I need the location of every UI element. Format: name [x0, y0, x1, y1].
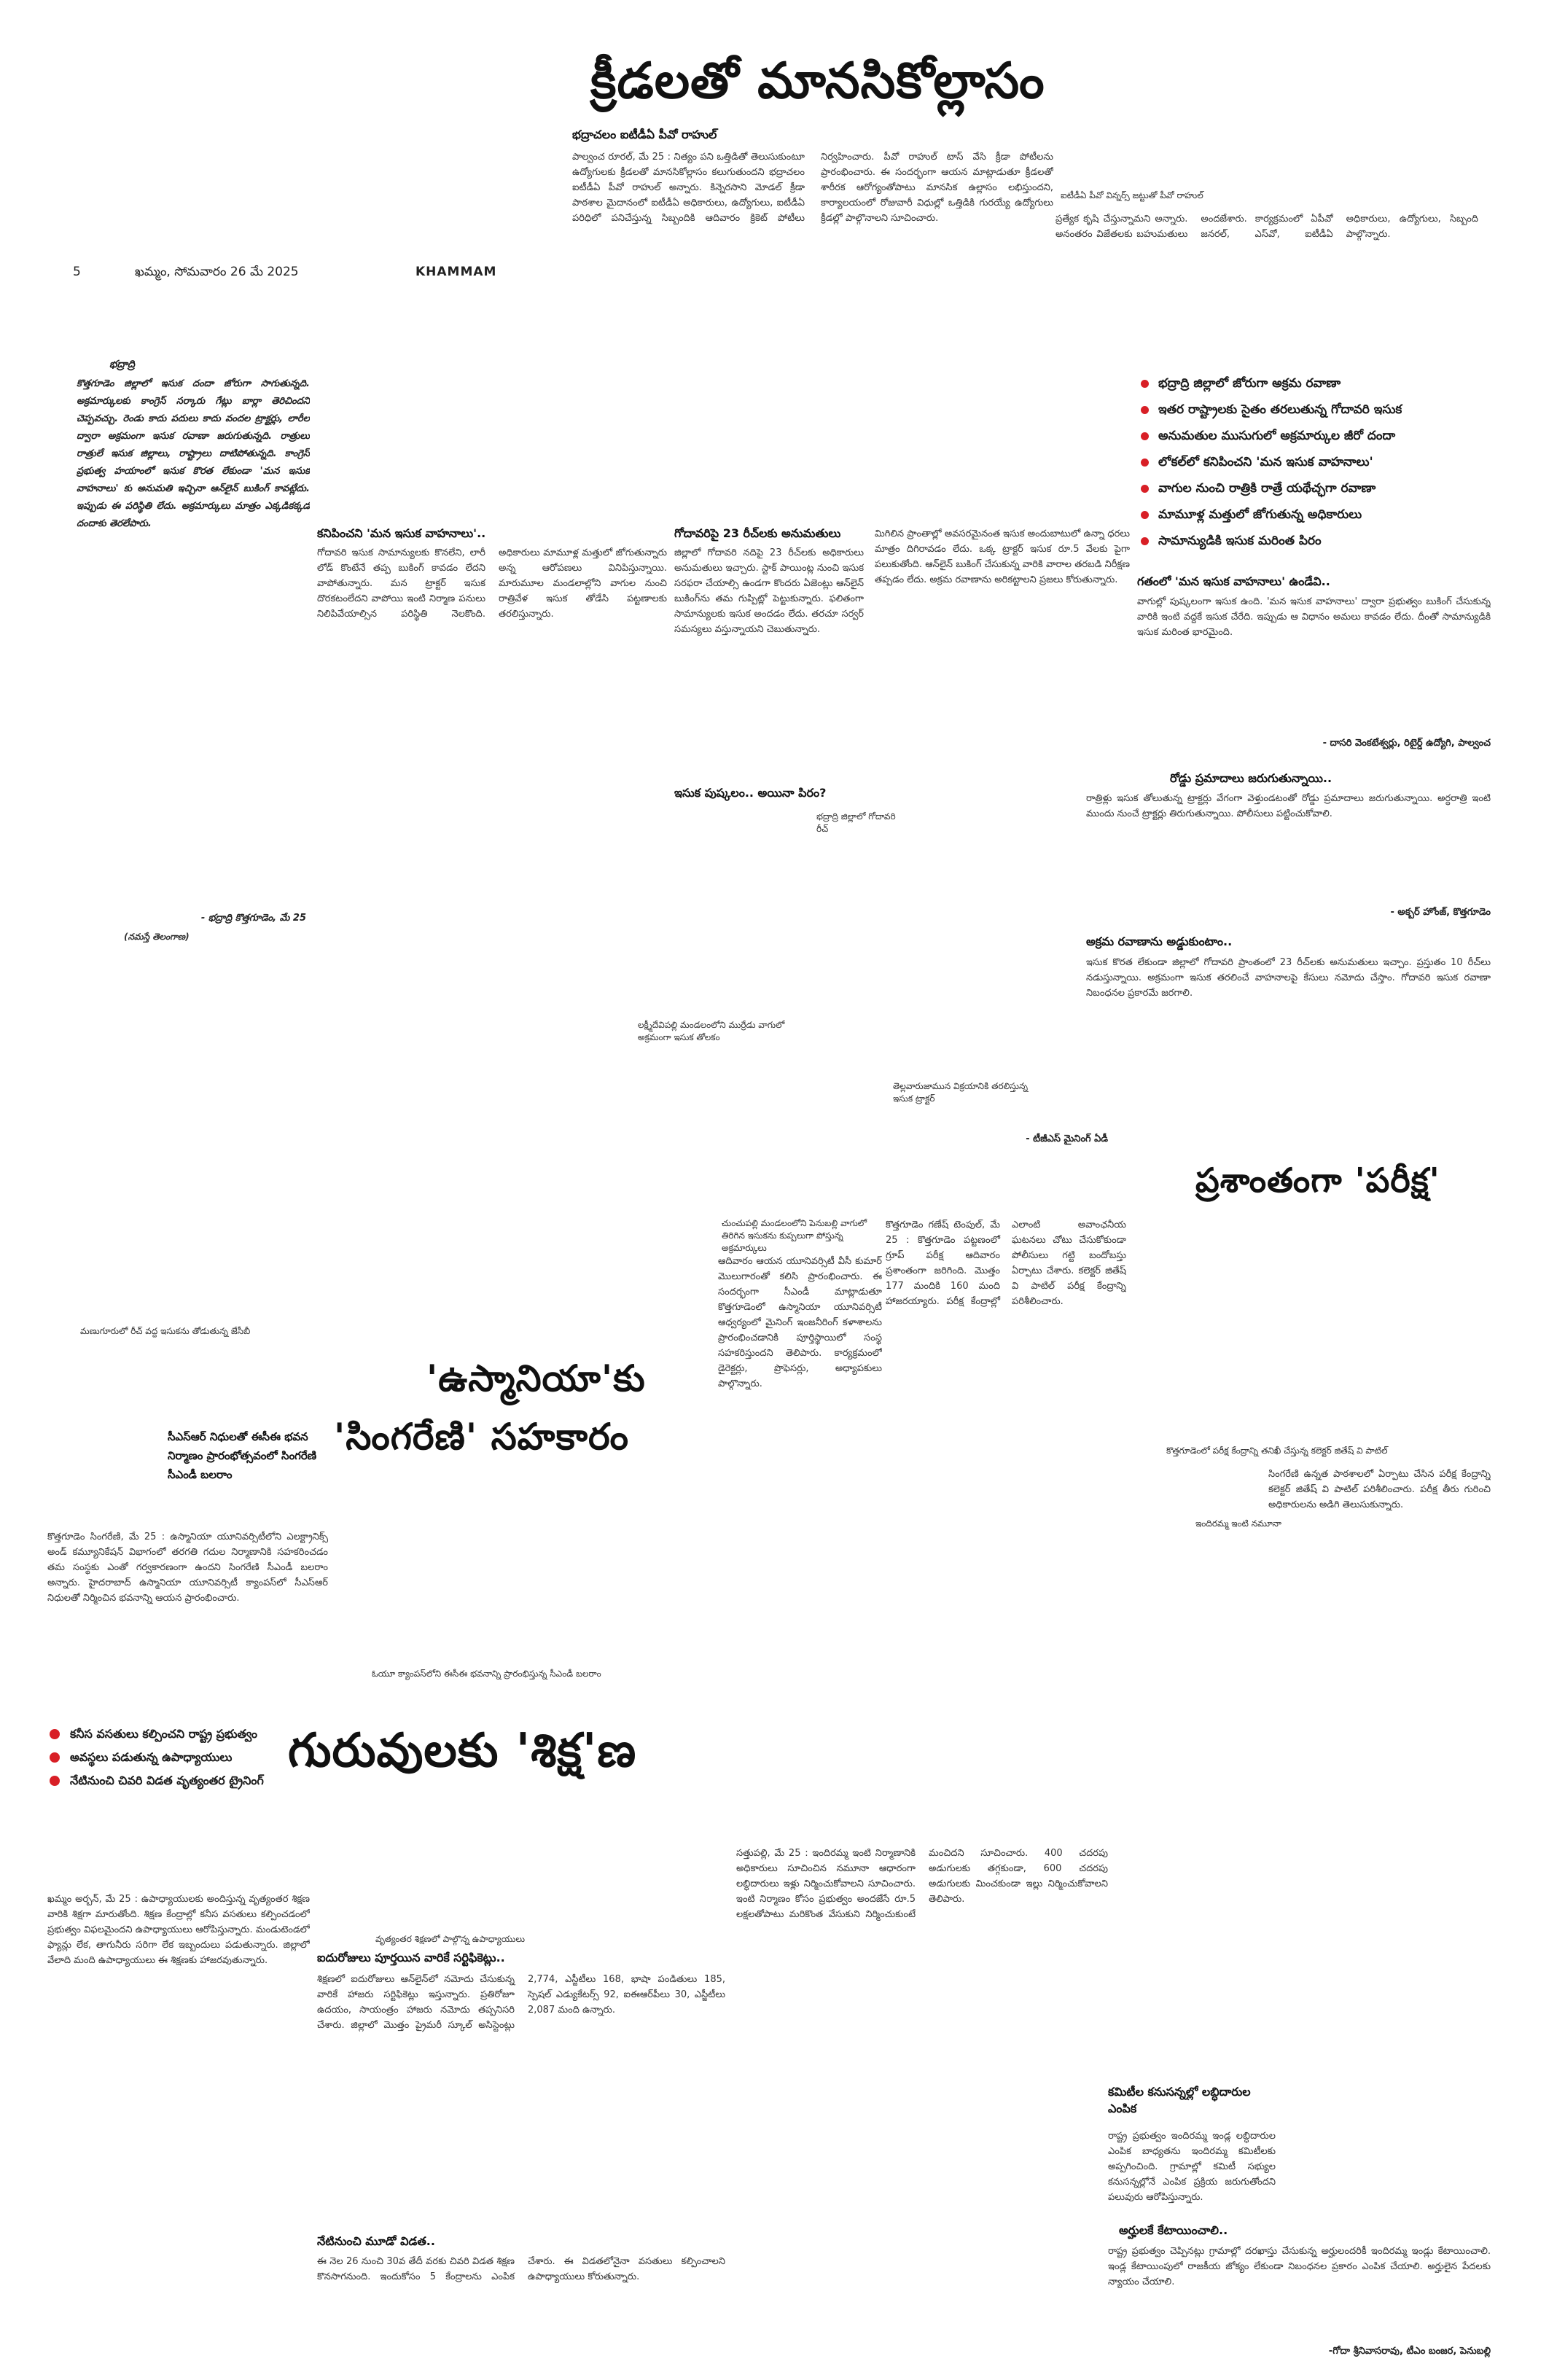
sand-bullet: వాగుల నుంచి రాత్రికి రాత్రే యథేచ్ఛగా రవాణా — [1141, 480, 1491, 496]
teachers-bullet-list — [50, 1726, 276, 1796]
osmania-deck: సీఎస్ఆర్ నిధులతో ఈసీఈ భవన నిర్మాణం ప్రారంభోత్సవంలో సింగరేణి సీఎండీ బలరాం — [168, 1430, 317, 1481]
sand-sub-4: గతంలో 'మన ఇసుక వాహనాలు' ఉండేవి.. — [1137, 574, 1330, 588]
teachers-sub-1: ఐదురోజులు పూర్తయిన వారికే సర్టిఫికెట్లు.. — [317, 1951, 505, 1965]
teachers-body-3: ఈ నెల 26 నుంచి 30వ తేదీ వరకు చివరి విడత శిక్షణ కొనసాగనుంది. ఇందుకోసం 5 కేంద్రాలను ఎంపిక చేశారు. ఈ విడతలోనైనా వసతులు కల్పించాలని ఉపాధ్యాయులు కోరుతున్నారు. — [317, 2256, 725, 2282]
sand-sub-3: ఇసుక పుష్కలం.. అయినా పిరం? — [674, 786, 827, 800]
sand-bullet: లోకల్‌లో కనిపించని 'మన ఇసుక వాహనాలు' — [1141, 454, 1491, 470]
osmania-body-2: ఆదివారం ఆయన యూనివర్సిటీ వీసీ కుమార్ మొలుగారంతో కలిసి ప్రారంభించారు. ఈ సందర్భంగా సీఎండీ మాట్లాడుతూ కొత్తగూడెంలో ఉస్మానియా యూనివర్సిటీ ఆధ్వర్యంలో మైనింగ్ ఇంజనీరింగ్ కళాశాలను ప్రారంభించడానికి పూర్తిస్థాయిలో సంస్థ సహకరిస్తుందని తెలిపారు. కార్యక్రమంలో డైరెక్టర్లు, ప్రొఫెసర్లు, అధ్యాపకులు పాల్గొన్నారు. — [718, 1256, 882, 1389]
sand-sub-2: గోదావరిపై 23 రీచ్‌లకు అనుమతులు — [674, 526, 841, 540]
sports-headline: క్రీడలతో మానసికోల్లాసం — [590, 52, 1045, 110]
housing-sub-committee: కమిటీల కనుసన్నల్లో లబ్ధిదారుల ఎంపిక — [1108, 2085, 1251, 2115]
housing-body: సత్తుపల్లి, మే 25 : ఇందిరమ్మ ఇంటి నిర్మాణానికి అధికారులు సూచించిన నమూనా ఆధారంగా లబ్ధిదారులు ఇళ్లు నిర్మించుకోవాలని సూచించారు. ఇంటి నిర్మాణం కోసం ప్రభుత్వం అందజేసే రూ.5 లక్షలతోపాటు మరికొంత వేసుకుని నిర్మించుకుంటే మంచిదని సూచించారు. 400 చదరపు అడుగులకు తగ్గకుండా, 600 చదరపు అడుగులకు మించకుండా ఇల్లు నిర్మించుకోవాలని తెలిపారు. — [736, 1848, 1108, 1920]
osmania-headline-1: 'ఉస్మానియా'కు — [426, 1357, 646, 1400]
sand-bullet: సామాన్యుడికి ఇసుక మరింత పిరం — [1141, 533, 1491, 549]
teachers-bullet: నేటినుంచి చివరి విడత వృత్యంతర ట్రైనింగ్ — [50, 1773, 276, 1789]
sports-body-2: ప్రత్యేక కృషి చేస్తున్నామని అన్నారు. అనంతరం విజేతలకు బహుమతులు అందజేశారు. కార్యక్రమంలో ఏపీవో జనరల్, ఎస్‌వో, ఐటీడీఏ అధికారులు, ఉద్యోగులు, సిబ్బంది పాల్గొన్నారు. — [1055, 214, 1478, 240]
sports-subhead: భద్రాచలం ఐటీడీఏ పీవో రాహుల్ — [572, 128, 717, 141]
osmania-caption-jcb: మణుగూరులో రీచ్ వద్ద ఇసుకను తోడుతున్న జేసీబీ — [80, 1326, 251, 1336]
teachers-photo-caption: వృత్యంతర శిక్షణలో పాల్గొన్న ఉపాధ్యాయులు — [375, 1934, 525, 1944]
housing-body-eligible: రాష్ట్ర ప్రభుత్వం చెప్పినట్లు గ్రామాల్లో దరఖాస్తు చేసుకున్న అర్హులందరికీ ఇందిరమ్మ ఇండ్లు కేటాయించాలి. ఇండ్ల కేటాయింపులో రాజకీయ జోక్యం లేకుండా నిబంధనల ప్రకారం ఎంపిక చేయాలి. అర్హులైన పేదలకు న్యాయం చేయాలి. — [1108, 2246, 1491, 2287]
sand-col-2: జిల్లాలో గోదావరి నదిపై 23 రీచ్‌లకు అధికారులు అనుమతులు ఇచ్చారు. స్టాక్ పాయింట్ల నుంచి ఇసుక సరఫరా చేయాల్సి ఉండగా కొందరు ఏజెంట్లు ఆన్‌లైన్ బుకింగ్‌ను తమ గుప్పిట్లో పెట్టుకున్నారు. ఫలితంగా సామాన్యులకు ఇసుక అందడం లేదు. తరచూ సర్వర్ సమస్యలు వస్తున్నాయని చెబుతున్నారు. — [674, 547, 864, 635]
osmania-headline-2: 'సింగరేణి' సహకారం — [334, 1416, 630, 1458]
osmania-caption-building: ఓయూ క్యాంపస్‌లోని ఈసీఈ భవనాన్ని ప్రారంభిస్తున్న సీఎండీ బలరాం — [372, 1669, 601, 1679]
edition-name: KHAMMAM — [415, 265, 497, 279]
housing-sub-eligible: అర్హులకే కేటాయించాలి.. — [1119, 2223, 1228, 2237]
sand-intro-sig: - భద్రాద్రి కొత్తగూడెం, మే 25 — [200, 913, 306, 924]
housing-body-committee: రాష్ట్ర ప్రభుత్వం ఇందిరమ్మ ఇండ్ల లబ్ధిదారుల ఎంపిక బాధ్యతను ఇందిరమ్మ కమిటీలకు అప్పగించింది. గ్రామాల్లో కమిటీ సభ్యుల కనుసన్నల్లోనే ఎంపిక ప్రక్రియ జరుగుతోందని పలువురు ఆరోపిస్తున్నారు. — [1108, 2131, 1276, 2203]
sand-bullet: ఇతర రాష్ట్రాలకు సైతం తరలుతున్న గోదావరి ఇసుక — [1141, 402, 1491, 418]
sand-col-6: ఇసుక కొరత లేకుండా జిల్లాలో గోదావరి ప్రాంతంలో 23 రీచ్‌లకు అనుమతులు ఇచ్చాం. ప్రస్తుతం 10 రీచ్‌లు నడుస్తున్నాయి. అక్రమంగా ఇసుక తరలించే వాహనాలపై కేసులు నమోదు చేస్తాం. గోదావరి ఇసుక రవాణా నిబంధనల ప్రకారమే జరగాలి. — [1086, 957, 1491, 999]
exam-body-2: సింగరేణి ఉన్నత పాఠశాలలో ఏర్పాటు చేసిన పరీక్ష కేంద్రాన్ని కలెక్టర్ జితేష్ వి పాటిల్ పరిశీలించారు. పరీక్ష తీరు గురించి అధికారులను అడిగి తెలుసుకున్నారు. — [1268, 1469, 1491, 1510]
date-line: ఖమ్మం, సోమవారం 26 మే 2025 — [135, 265, 299, 279]
sports-body: పాల్వంచ రూరల్, మే 25 : నిత్యం పని ఒత్తిడితో తెలుసుకుంటూ ఉద్యోగులకు క్రీడలతో మానసికోల్లాసం కలుగుతుందని భద్రాచలం ఐటీడీఏ పీవో రాహుల్ అన్నారు. కిన్నెరసాని మోడల్ క్రీడా పాఠశాల మైదానంలో ఐటీడీఏ అధికారులు, ఉద్యోగులు, ఐటీడీఏ పరిధిలో పనిచేస్తున్న సిబ్బందికి ఆదివారం క్రికెట్ పోటీలు నిర్వహించారు. పీవో రాహుల్ టాస్ వేసి క్రీడా పోటీలను ప్రారంభించారు. ఈ సందర్భంగా ఆయన మాట్లాడుతూ క్రీడలతో శారీరక ఆరోగ్యంతోపాటు మానసిక ఉల్లాసం లభిస్తుందని, కార్యాలయంలో రోజువారీ విధుల్లో ఒత్తిడికి గురయ్యే ఉద్యోగులు క్రీడల్లో పాల్గొనాలని సూచించారు. — [572, 152, 1053, 224]
housing-sig: -గోదా శ్రీనివాసరావు, టీఎం బంజర, పెనుబల్లి — [1328, 2346, 1491, 2357]
sand-intro-source: (నమస్తే తెలంగాణ) — [124, 932, 190, 942]
sand-col-3: మిగిలిన ప్రాంతాల్లో అవసరమైనంత ఇసుక అందుబాటులో ఉన్నా ధరలు మాత్రం దిగిరావడం లేదు. ఒక్క ట్రాక్టర్ ఇసుక రూ.5 వేలకు పైగా పలుకుతోంది. ఆన్‌లైన్ బుకింగ్ చేసుకున్న వారికి వారాల తరబడి నిరీక్షణ తప్పడం లేదు. అక్రమ రవాణాను అరికట్టాలని ప్రజలు కోరుతున్నారు. — [875, 528, 1130, 585]
teachers-body-2: శిక్షణలో ఐదురోజులు ఆన్‌లైన్‌లో నమోదు చేసుకున్న వారికే హాజరు సర్టిఫికెట్లు ఇస్తున్నారు. ప్రతిరోజూ ఉదయం, సాయంత్రం హాజరు నమోదు తప్పనిసరి చేశారు. జిల్లాలో మొత్తం ప్రైమరీ స్కూల్ అసిస్టెంట్లు 2,774, ఎస్జీటీలు 168, భాషా పండితులు 185, స్పెషల్ ఎడ్యుకేటర్స్ 92, ఐఈఆర్‌పీలు 30, ఎస్జీటీలు 2,087 మంది ఉన్నారు. — [317, 1974, 725, 2031]
sand-bullet: అనుమతుల ముసుగులో అక్రమార్కుల జీరో దందా — [1141, 428, 1491, 444]
sand-sig-4: - దాసరి వెంకటేశ్వర్లు, రిటైర్డ్ ఉద్యోగి, పాల్వంచ — [1322, 738, 1491, 749]
teachers-bullet: అవస్థలు పడుతున్న ఉపాధ్యాయులు — [50, 1749, 276, 1766]
teachers-bullet: కనీస వసతులు కల్పించని రాష్ట్ర ప్రభుత్వం — [50, 1726, 276, 1742]
sand-caption-murredu: లక్ష్మీదేవిపల్లి మండలంలోని ముర్రేడు వాగులో అక్రమంగా ఇసుక తోలకం — [638, 1020, 785, 1042]
sand-col-4: వాగుల్లో పుష్కలంగా ఇసుక ఉంది. 'మన ఇసుక వాహనాలు' ద్వారా ప్రభుత్వం బుకింగ్ చేసుకున్న వారికి ఇంటి వద్దకే ఇసుక చేరేది. ఇప్పుడు ఆ విధానం అమలు కావడం లేదు. దీంతో సామాన్యుడికి ఇసుక మరింత భారమైంది. — [1137, 596, 1491, 638]
sand-sub-1: కనిపించని 'మన ఇసుక వాహనాలు'.. — [317, 526, 486, 540]
teachers-body-1: ఖమ్మం అర్బన్, మే 25 : ఉపాధ్యాయులకు అందిస్తున్న వృత్యంతర శిక్షణ వారికి శిక్షగా మారుతోంది. శిక్షణ కేంద్రాల్లో కనీస వసతులు కల్పించడంలో ప్రభుత్వం విఫలమైందని ఉపాధ్యాయులు ఆరోపిస్తున్నారు. మండుటెండలో ఫ్యాన్లు లేక, తాగునీరు సరిగా లేక ఇబ్బందులు పడుతున్నారు. జిల్లాలో వేలాది మంది ఉపాధ్యాయులు ఈ శిక్షణకు హాజరవుతున్నారు. — [47, 1894, 310, 1966]
sand-sig-5: - అక్బర్ హోంజ్, కొత్తగూడెం — [1390, 907, 1491, 918]
osmania-body: కొత్తగూడెం సింగరేణి, మే 25 : ఉస్మానియా యూనివర్సిటీలోని ఎలక్ట్రానిక్స్ అండ్ కమ్యూనికేషన్ విభాగంలో తరగతి గదుల నిర్మాణానికి సహకరించడం తమ సంస్థకు ఎంతో గర్వకారణంగా ఉందని సింగరేణి సీఎండీ బలరాం అన్నారు. హైదరాబాద్ ఉస్మానియా యూనివర్సిటీ క్యాంపస్‌లో సీఎస్ఆర్ నిధులతో నిర్మించిన భవనాన్ని ఆయన ప్రారంభించారు. — [47, 1532, 328, 1604]
page-number: 5 — [73, 265, 81, 279]
exam-body: కొత్తగూడెం గణేష్ టెంపుల్, మే 25 : కొత్తగూడెం పట్టణంలో గ్రూప్ పరీక్ష ఆదివారం ప్రశాంతంగా జరిగింది. మొత్తం 177 మందికి 160 మంది హాజరయ్యారు. పరీక్ష కేంద్రాల్లో ఎలాంటి అవాంఛనీయ ఘటనలు చోటు చేసుకోకుండా పోలీసులు గట్టి బందోబస్తు ఏర్పాటు చేశారు. కలెక్టర్ జితేష్ వి పాటిల్ పరీక్ష కేంద్రాన్ని పరిశీలించారు. — [886, 1220, 1126, 1307]
osmania-caption-top: చుంచుపల్లి మండలంలోని పెనుబల్లి వాగులో తిరిగిన ఇసుకను కుప్పలుగా పోస్తున్న అక్రమార్కులు — [722, 1218, 867, 1253]
sand-bullet: భద్రాద్రి జిల్లాలో జోరుగా అక్రమ రవాణా — [1141, 375, 1491, 391]
sand-dateline: భద్రాద్రి — [109, 359, 135, 370]
sand-intro: కొత్తగూడెం జిల్లాలో ఇసుక దందా జోరుగా సాగుతున్నది. అక్రమార్కులకు కాంగ్రెస్ సర్కారు గేట్లు బార్లా తెరిచిందని చెప్పవచ్చు. రెండు కాదు పదులు కాదు వందల ట్రాక్టర్లు, లారీల ద్వారా అక్రమంగా ఇసుక రవాణా జరుగుతున్నది. రాత్రులు రాత్రులే ఇసుక జిల్లాలు, రాష్ట్రాలు దాటిపోతున్నది. కాంగ్రెస్ ప్రభుత్వ హయాంలో ఇసుక కొరత లేకుండా 'మన ఇసుక వాహనాలు' కు అనుమతి ఇచ్చినా ఆన్‌లైన్ బుకింగ్ కావట్లేదు. ఇప్పుడు ఈ పరిస్థితి లేదు. అక్రమార్కులు మాత్రం ఎక్కడికక్కడ దందాకు తెరలేపారు. — [77, 378, 310, 529]
sports-photo-caption: ఐటీడీఏ పీవో విన్నర్స్ జట్టుతో పీవో రాహుల్ — [1061, 190, 1203, 200]
sand-caption-reach: భద్రాద్రి జిల్లాలో గోదావరి రీచ్ — [816, 811, 896, 834]
exam-caption-house: ఇందిరమ్మ ఇంటి నమూనా — [1195, 1518, 1281, 1529]
exam-headline: ప్రశాంతంగా 'పరీక్ష' — [1195, 1160, 1440, 1200]
sand-col-5: రాత్రిళ్లు ఇసుక తోలుతున్న ట్రాక్టర్లు వేగంగా వెళ్తుండటంతో రోడ్డు ప్రమాదాలు జరుగుతున్నాయి. అర్ధరాత్రి ఇంటి ముందు నుంచే ట్రాక్టర్లు తిరుగుతున్నాయి. పోలీసులు పట్టించుకోవాలి. — [1086, 793, 1491, 819]
teachers-headline: గురువులకు 'శిక్ష'ణ — [288, 1724, 637, 1778]
sand-sub-5: రోడ్డు ప్రమాదాలు జరుగుతున్నాయి.. — [1170, 771, 1332, 785]
sand-bullet-list — [1141, 375, 1491, 559]
sand-sub-6: అక్రమ రవాణాను అడ్డుకుంటాం.. — [1086, 935, 1233, 948]
sand-caption-tractor: తెల్లవారుజామున విక్రయానికి తరలిస్తున్న ఇసుక ట్రాక్టర్ — [893, 1081, 1028, 1104]
teachers-sub-2: నేటినుంచి మూడో విడత.. — [317, 2234, 435, 2248]
exam-caption-collector: కొత్తగూడెంలో పరీక్ష కేంద్రాన్ని తనిఖీ చేస్తున్న కలెక్టర్ జితేష్ వి పాటిల్ — [1166, 1445, 1388, 1456]
sand-bullet: మామూళ్ల మత్తులో జోగుతున్న అధికారులు — [1141, 507, 1491, 523]
sand-sig-6: - టీజీఎస్ మైనింగ్ ఏడీ — [1026, 1134, 1108, 1144]
sand-col-1: గోదావరి ఇసుక సామాన్యులకు కొనలేని, లారీ లోడ్ కొంటేనే తప్ప బుకింగ్ కావడం లేదని వాపోతున్నారు. మన ట్రాక్టర్ ఇసుక దొరకటంలేదని వాపోయి ఇంటి నిర్మాణ పనులు నిలిపివేయాల్సిన పరిస్థితి నెలకొంది. అధికారులు మామూళ్ల మత్తులో జోగుతున్నారు అన్న ఆరోపణలు వినిపిస్తున్నాయి. మారుమూల మండలాల్లోని వాగుల నుంచి రాత్రివేళ ఇసుక తోడేసి పట్టణాలకు తరలిస్తున్నారు. — [317, 547, 667, 620]
